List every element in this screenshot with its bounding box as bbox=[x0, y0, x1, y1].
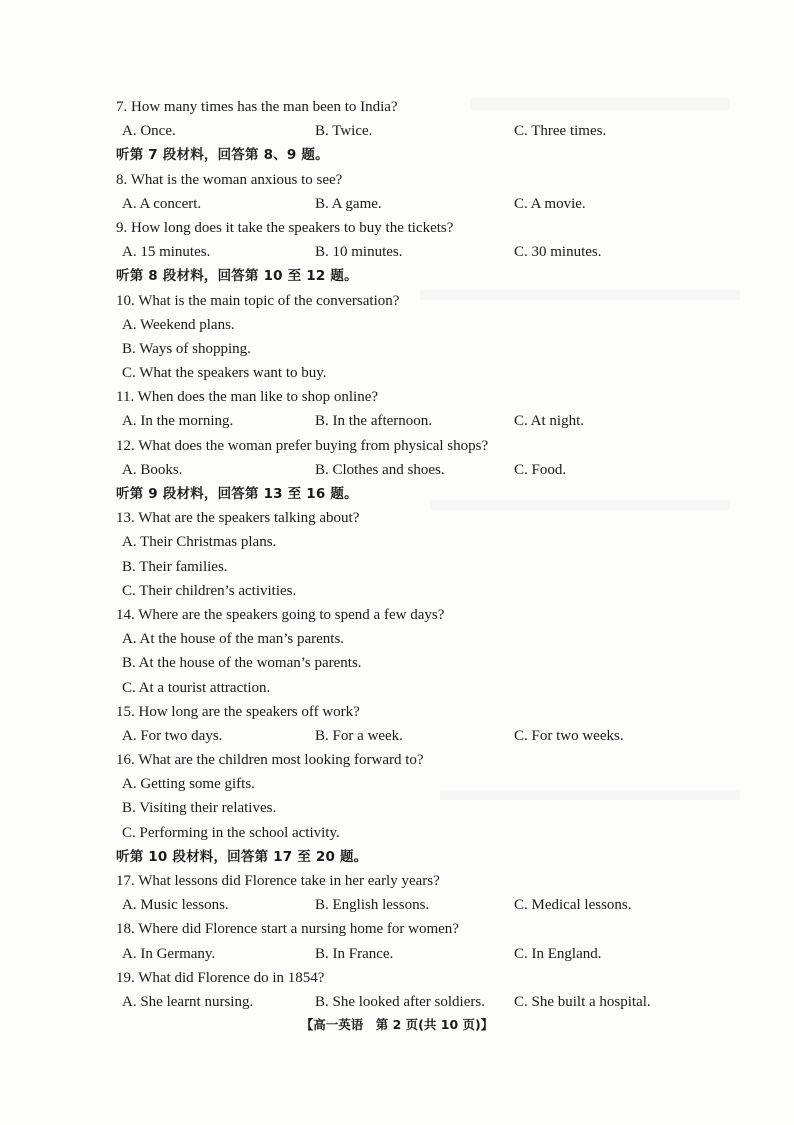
answer-option: C. She built a hospital. bbox=[514, 993, 651, 1010]
answer-options-row bbox=[116, 724, 736, 748]
answer-option: C. 30 minutes. bbox=[514, 244, 602, 261]
page-footer: 【高一英语 第 2 页(共 10 页)】 bbox=[300, 1017, 494, 1032]
answer-option: B. In the afternoon. bbox=[315, 413, 433, 430]
answer-option: C. For two weeks. bbox=[514, 727, 624, 744]
answer-options-row bbox=[116, 990, 736, 1014]
question-stem: 18. Where did Florence start a nursing home for women? bbox=[116, 921, 459, 938]
answer-options-row bbox=[116, 192, 736, 216]
section-instruction: 听第 9 段材料，回答第 13 至 16 题。 bbox=[116, 486, 358, 502]
answer-option: A. For two days. bbox=[122, 727, 223, 744]
answer-option: A. Their Christmas plans. bbox=[122, 534, 277, 551]
question-stem: 9. How long does it take the speakers to buy the tickets? bbox=[116, 219, 454, 236]
question-stem: 7. How many times has the man been to India? bbox=[116, 99, 398, 115]
answer-options-row bbox=[116, 119, 736, 143]
question-stem: 16. What are the children most looking forward to? bbox=[116, 752, 424, 769]
answer-option: B. A game. bbox=[315, 195, 382, 212]
listening-questions bbox=[116, 95, 736, 1014]
answer-options-row bbox=[116, 240, 736, 264]
question-stem: 17. What lessons did Florence take in her early years? bbox=[116, 873, 440, 889]
answer-option: A. A concert. bbox=[122, 195, 202, 212]
answer-option: B. Ways of shopping. bbox=[122, 340, 251, 357]
answer-option: C. At a tourist attraction. bbox=[122, 679, 271, 696]
answer-option: B. Their families. bbox=[122, 558, 228, 575]
answer-option: C. Their children’s activities. bbox=[122, 582, 297, 599]
answer-option: C. At night. bbox=[514, 413, 585, 430]
answer-option: B. She looked after soldiers. bbox=[315, 993, 485, 1010]
answer-option: A. Once. bbox=[122, 123, 176, 140]
question-stem: 14. Where are the speakers going to spend a few days? bbox=[116, 606, 445, 623]
section-instruction: 听第 10 段材料，回答第 17 至 20 题。 bbox=[116, 848, 368, 865]
answer-options-row bbox=[116, 942, 736, 966]
answer-option: B. In France. bbox=[315, 945, 394, 962]
question-stem: 10. What is the main topic of the conversation? bbox=[116, 292, 400, 309]
answer-option: B. For a week. bbox=[315, 727, 403, 744]
question-stem: 11. When does the man like to shop online? bbox=[116, 389, 379, 406]
answer-option: C. Medical lessons. bbox=[514, 897, 632, 914]
question-stem: 15. How long are the speakers off work? bbox=[116, 703, 360, 720]
answer-option: C. Performing in the school activity. bbox=[122, 824, 340, 841]
answer-options-row bbox=[116, 893, 736, 917]
answer-option: A. At the house of the man’s parents. bbox=[122, 631, 345, 648]
answer-option: B. English lessons. bbox=[315, 897, 430, 914]
answer-option: C. What the speakers want to buy. bbox=[122, 365, 327, 382]
answer-options-row bbox=[116, 458, 736, 482]
answer-option: A. She learnt nursing. bbox=[122, 993, 254, 1010]
answer-option: C. Three times. bbox=[514, 123, 607, 140]
section-instruction: 听第 7 段材料，回答第 8、9 题。 bbox=[116, 147, 329, 164]
answer-option: C. In England. bbox=[514, 945, 602, 962]
answer-option: C. Food. bbox=[514, 461, 567, 478]
section-instruction: 听第 8 段材料，回答第 10 至 12 题。 bbox=[116, 268, 358, 285]
answer-option: A. Getting some gifts. bbox=[122, 776, 255, 793]
answer-option: A. In Germany. bbox=[122, 945, 216, 962]
answer-option: B. At the house of the woman’s parents. bbox=[122, 655, 362, 672]
answer-option: A. In the morning. bbox=[122, 413, 234, 430]
answer-option: B. Clothes and shoes. bbox=[315, 461, 445, 478]
answer-option: A. Music lessons. bbox=[122, 897, 229, 914]
question-stem: 8. What is the woman anxious to see? bbox=[116, 171, 343, 188]
question-stem: 19. What did Florence do in 1854? bbox=[116, 969, 325, 986]
question-stem: 12. What does the woman prefer buying from physical shops? bbox=[116, 437, 489, 454]
answer-option: A. Weekend plans. bbox=[122, 316, 235, 333]
answer-option: A. 15 minutes. bbox=[122, 244, 211, 261]
answer-option: A. Books. bbox=[122, 461, 183, 478]
answer-option: B. 10 minutes. bbox=[315, 244, 403, 261]
answer-option: B. Twice. bbox=[315, 123, 373, 140]
answer-option: C. A movie. bbox=[514, 195, 586, 212]
answer-option: B. Visiting their relatives. bbox=[122, 800, 277, 817]
question-stem: 13. What are the speakers talking about? bbox=[116, 510, 360, 527]
answer-options-row bbox=[116, 409, 736, 433]
